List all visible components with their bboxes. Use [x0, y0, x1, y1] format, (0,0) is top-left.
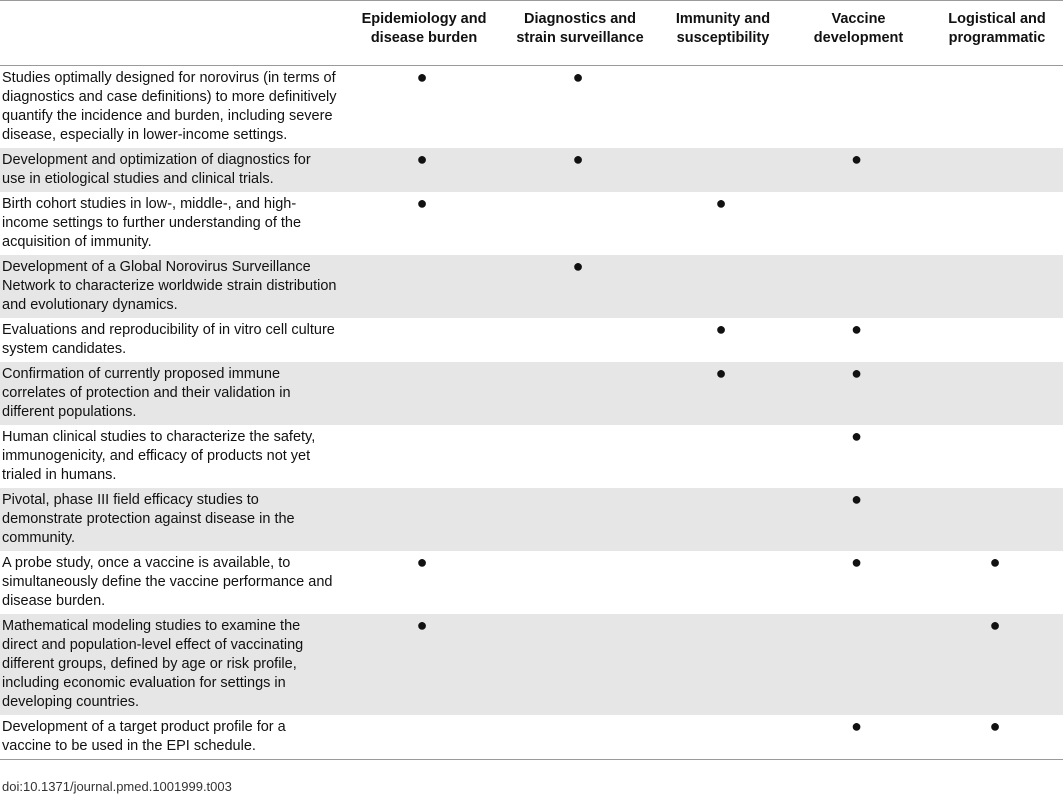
row-mark-cell	[660, 488, 786, 551]
header-logistical: Logistical and programmatic	[948, 11, 1046, 46]
row-description: Human clinical studies to characterize the safety, immunogenicity, and efficacy of products not yet trialed in humans.	[2, 429, 316, 483]
row-mark-cell	[786, 192, 931, 255]
row-mark-cell	[660, 551, 786, 614]
row-description: Development of a Global Norovirus Surveillance Network to characterize worldwide strain distribution and evolutionary dynamics.	[2, 259, 337, 313]
row-mark-cell	[348, 488, 500, 551]
table-row	[0, 488, 1063, 551]
table-row	[0, 66, 1063, 149]
row-mark-cell	[660, 614, 786, 715]
header-diagnostics: Diagnostics and strain surveillance	[516, 11, 644, 46]
row-mark-cell	[660, 66, 786, 149]
row-mark-cell	[931, 488, 1063, 551]
row-description: Confirmation of currently proposed immune correlates of protection and their validation in different populations.	[2, 366, 291, 420]
row-mark-cell: ●	[851, 489, 862, 509]
header-vaccine: Vaccine development	[813, 11, 904, 46]
row-description: Development and optimization of diagnostics for use in etiological studies and clinical trials.	[2, 152, 311, 187]
row-mark-cell	[931, 362, 1063, 425]
row-mark-cell	[931, 425, 1063, 488]
row-mark-cell: ●	[851, 716, 862, 736]
row-mark-cell: ●	[416, 552, 428, 572]
row-mark-cell	[500, 715, 660, 760]
row-mark-cell: ●	[989, 552, 1001, 572]
row-mark-cell: ●	[572, 149, 584, 169]
row-mark-cell	[786, 255, 931, 318]
row-mark-cell	[500, 318, 660, 362]
row-mark-cell: ●	[851, 426, 862, 446]
row-mark-cell: ●	[715, 193, 727, 213]
table-row	[0, 425, 1063, 488]
row-mark-cell	[348, 425, 500, 488]
header-blank	[0, 1, 348, 66]
header-row	[0, 1, 1063, 66]
row-mark-cell	[500, 192, 660, 255]
row-mark-cell: ●	[851, 363, 862, 383]
row-mark-cell: ●	[989, 716, 1001, 736]
row-mark-cell	[500, 362, 660, 425]
row-mark-cell	[786, 66, 931, 149]
doi-caption: doi:10.1371/journal.pmed.1001999.t003	[2, 779, 232, 794]
row-mark-cell: ●	[715, 319, 727, 339]
row-mark-cell	[660, 425, 786, 488]
row-mark-cell	[786, 614, 931, 715]
row-description: Mathematical modeling studies to examine the direct and population-level effect of vaccinating different groups, defined by age or risk profile, including economic evaluation for settings in developing countries.	[2, 618, 304, 710]
row-mark-cell: ●	[416, 67, 428, 87]
row-description: Development of a target product profile for a vaccine to be used in the EPI schedule.	[2, 719, 286, 754]
table-body	[0, 66, 1063, 760]
row-description: Studies optimally designed for norovirus (in terms of diagnostics and case definitions) to more definitively quantify the incidence and burden, including severe disease, especially in lower-income settings.	[2, 70, 337, 143]
row-mark-cell: ●	[851, 319, 862, 339]
table-row	[0, 551, 1063, 614]
row-description: Pivotal, phase III field efficacy studies to demonstrate protection against disease in the community.	[2, 492, 295, 546]
row-mark-cell: ●	[416, 193, 428, 213]
row-mark-cell: ●	[989, 615, 1001, 635]
row-mark-cell: ●	[851, 149, 862, 169]
row-mark-cell	[931, 148, 1063, 192]
table-row	[0, 318, 1063, 362]
row-mark-cell	[931, 318, 1063, 362]
row-mark-cell	[931, 192, 1063, 255]
row-mark-cell	[348, 362, 500, 425]
row-mark-cell	[348, 715, 500, 760]
row-mark-cell	[931, 255, 1063, 318]
header-immunity: Immunity and susceptibility	[675, 11, 771, 46]
row-description: Birth cohort studies in low-, middle-, and high-income settings to further understanding of the acquisition of immunity.	[2, 196, 302, 250]
row-mark-cell	[660, 148, 786, 192]
row-mark-cell: ●	[572, 67, 584, 87]
table-row	[0, 614, 1063, 715]
header-epidemiology: Epidemiology and disease burden	[361, 11, 487, 46]
row-mark-cell	[500, 488, 660, 551]
row-mark-cell	[500, 614, 660, 715]
row-mark-cell: ●	[416, 615, 428, 635]
table-row	[0, 255, 1063, 318]
row-description: A probe study, once a vaccine is available, to simultaneously define the vaccine performance and disease burden.	[2, 555, 333, 609]
table-row	[0, 362, 1063, 425]
row-mark-cell: ●	[715, 363, 727, 383]
table-row	[0, 148, 1063, 192]
row-mark-cell	[931, 66, 1063, 149]
row-mark-cell	[660, 255, 786, 318]
row-mark-cell	[500, 551, 660, 614]
row-mark-cell	[500, 425, 660, 488]
table-row	[0, 192, 1063, 255]
row-mark-cell	[348, 318, 500, 362]
table-row	[0, 715, 1063, 760]
row-mark-cell: ●	[572, 256, 584, 276]
row-description: Evaluations and reproducibility of in vitro cell culture system candidates.	[2, 322, 335, 357]
row-mark-cell	[348, 255, 500, 318]
row-mark-cell: ●	[851, 552, 862, 572]
row-mark-cell	[660, 715, 786, 760]
row-mark-cell: ●	[416, 149, 428, 169]
